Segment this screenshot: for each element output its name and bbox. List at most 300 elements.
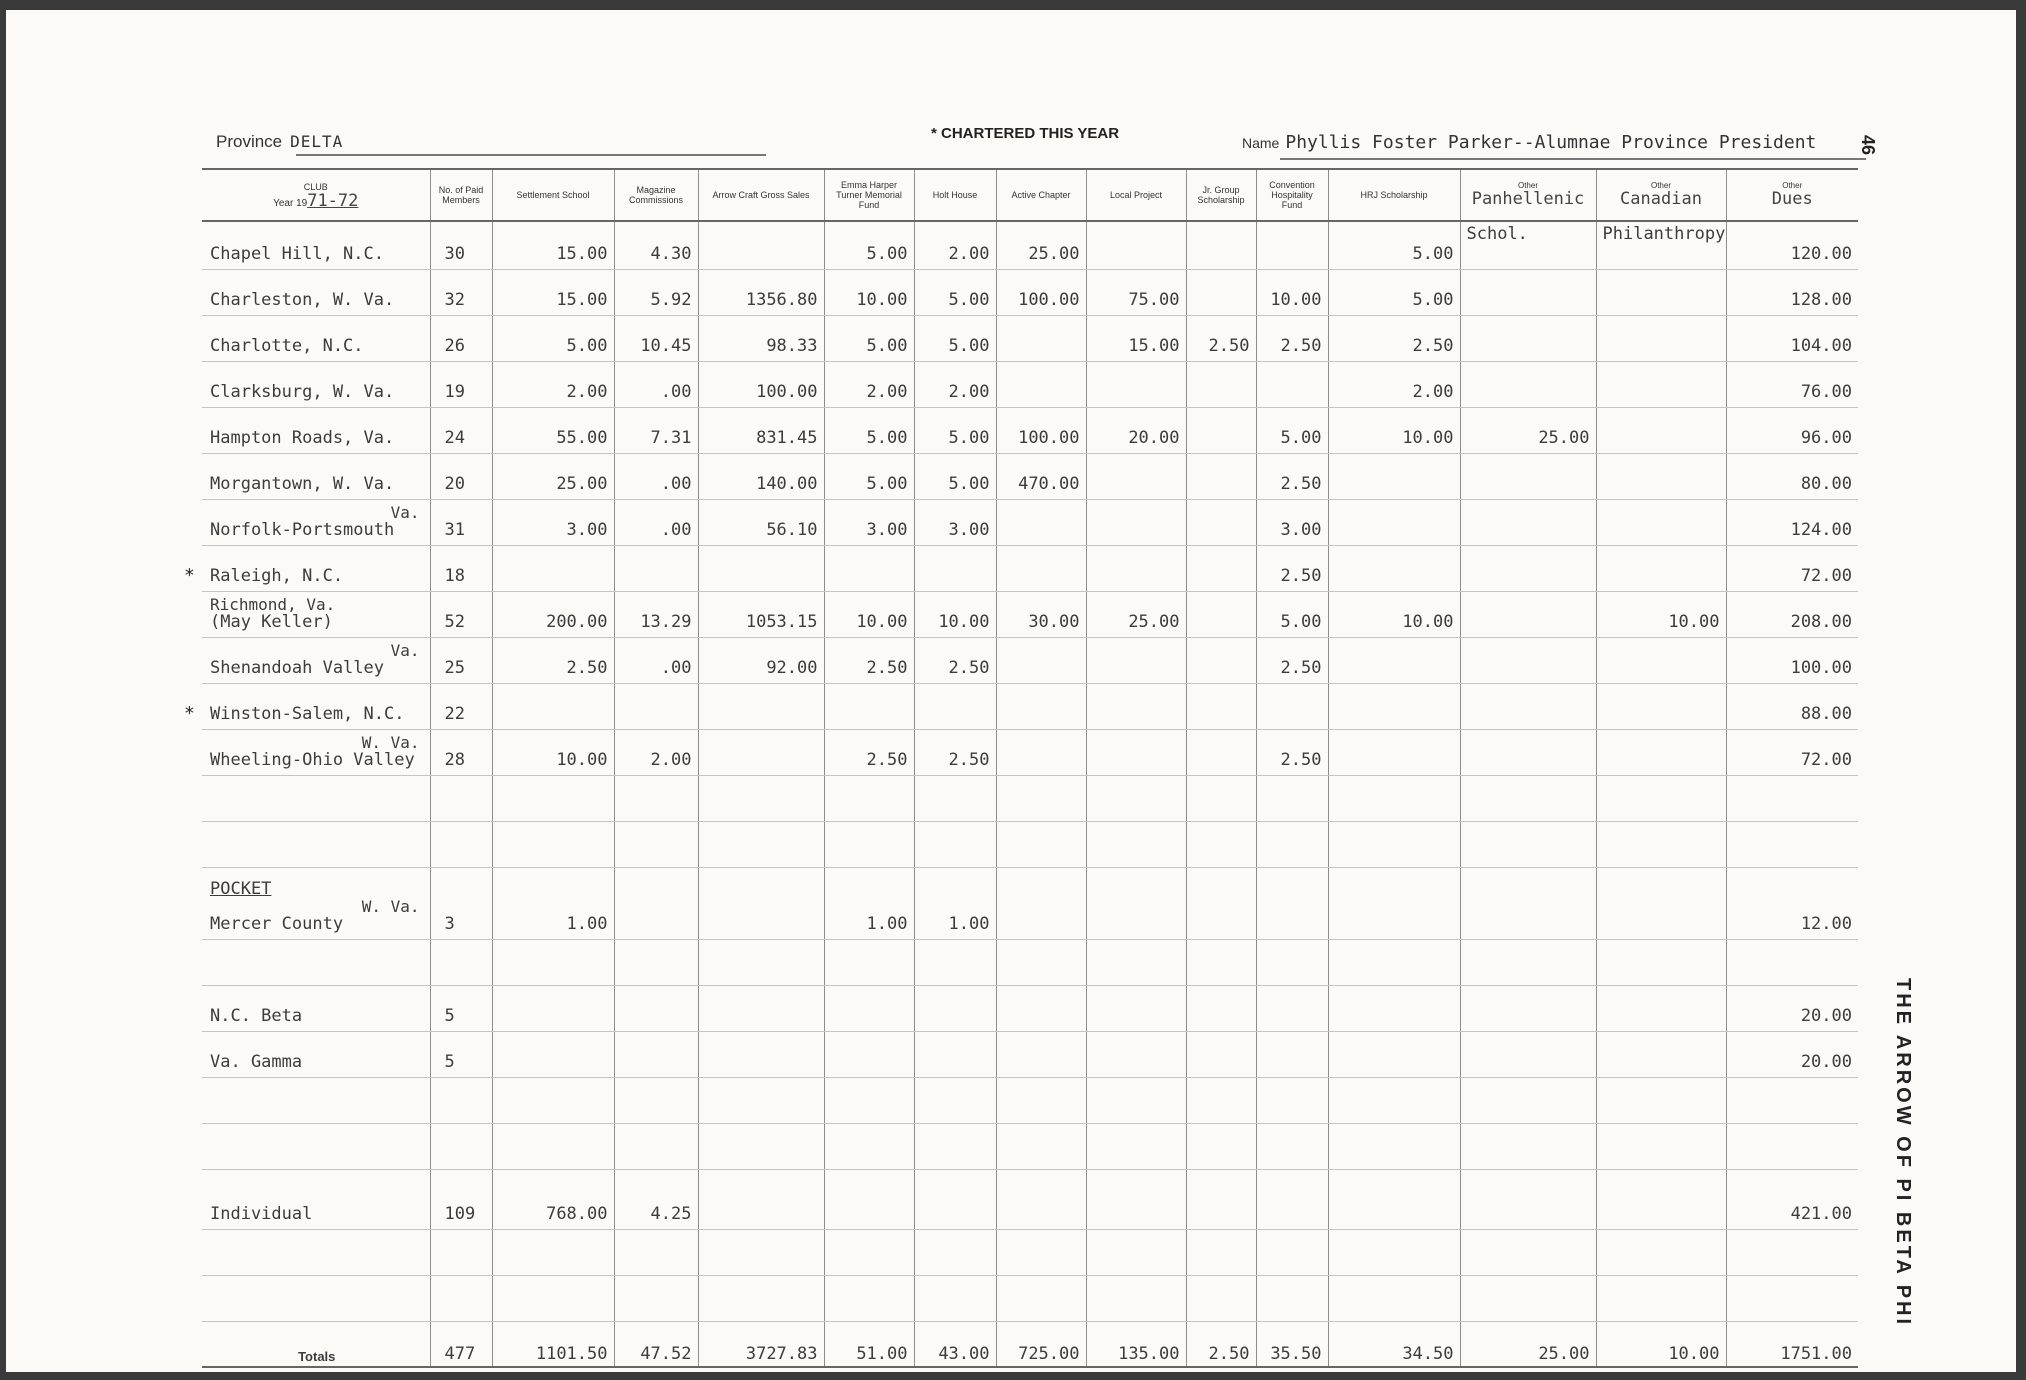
other-1-cell — [1460, 730, 1596, 776]
table-row — [202, 270, 1858, 316]
active-cell — [996, 500, 1086, 546]
col-other-3 — [1726, 169, 1858, 221]
jr-group-cell — [1186, 638, 1256, 684]
other-1-total: 25.00 — [1460, 1322, 1596, 1368]
active-cell — [996, 546, 1086, 592]
settlement-cell: 5.00 — [492, 316, 614, 362]
jr-group-cell — [1186, 592, 1256, 638]
convention-cell — [1256, 684, 1328, 730]
other-1-cell — [1460, 546, 1596, 592]
other-2-cell — [1596, 500, 1726, 546]
members-total: 477 — [430, 1322, 492, 1368]
convention-cell: 10.00 — [1256, 270, 1328, 316]
jr-group-cell — [1186, 270, 1256, 316]
settlement-cell: 2.50 — [492, 638, 614, 684]
club-name: Raleigh, N.C. — [210, 566, 344, 586]
active-cell — [996, 638, 1086, 684]
contributions-table — [184, 168, 1858, 1368]
magazine-cell — [614, 868, 698, 940]
arrow-craft-cell — [698, 684, 824, 730]
holt-cell: 5.00 — [914, 454, 996, 500]
table-row — [202, 684, 1858, 730]
blank-row — [202, 1078, 1858, 1124]
magazine-cell: 4.30 — [614, 221, 698, 270]
emma-cell: 2.50 — [824, 730, 914, 776]
convention-cell — [1256, 221, 1328, 270]
other-3-total: 1751.00 — [1726, 1322, 1858, 1368]
other-3-cell: 20.00 — [1726, 986, 1858, 1032]
active-cell: 470.00 — [996, 454, 1086, 500]
emma-cell — [824, 684, 914, 730]
jr-group-cell — [1186, 684, 1256, 730]
members-cell: 3 — [430, 868, 492, 940]
table-row — [202, 730, 1858, 776]
club-name: Clarksburg, W. Va. — [202, 362, 430, 408]
blank-row — [202, 822, 1858, 868]
hrj-cell — [1328, 500, 1460, 546]
local-cell — [1086, 684, 1186, 730]
arrow-craft-cell — [698, 868, 824, 940]
other-3-cell: 421.00 — [1726, 1170, 1858, 1230]
members-cell: 5 — [430, 1032, 492, 1078]
emma-cell: 10.00 — [824, 270, 914, 316]
other-1-cell: Schol. — [1460, 221, 1596, 270]
emma-cell — [824, 546, 914, 592]
header-row — [202, 169, 1858, 221]
club-state-prefix: Va. — [390, 641, 420, 660]
hrj-cell — [1328, 730, 1460, 776]
arrow-craft-cell — [698, 221, 824, 270]
club-name: Hampton Roads, Va. — [202, 408, 430, 454]
local-total: 135.00 — [1086, 1322, 1186, 1368]
col-hrj: HRJ Scholarship — [1328, 169, 1460, 221]
holt-cell: 2.00 — [914, 221, 996, 270]
club-name: Wheeling-Ohio Valley — [210, 750, 415, 770]
other-3-cell: 88.00 — [1726, 684, 1858, 730]
blank-row — [202, 1124, 1858, 1170]
settlement-cell: 15.00 — [492, 270, 614, 316]
active-cell: 100.00 — [996, 408, 1086, 454]
other-3-cell: 72.00 — [1726, 546, 1858, 592]
other-2-cell: Philanthropy — [1596, 221, 1726, 270]
other-2-cell — [1596, 868, 1726, 940]
other-3-cell: 80.00 — [1726, 454, 1858, 500]
other-2-cell — [1596, 546, 1726, 592]
holt-cell — [914, 684, 996, 730]
convention-cell: 2.50 — [1256, 730, 1328, 776]
other-1-label: Other — [1517, 181, 1538, 190]
members-cell: 20 — [430, 454, 492, 500]
other-2-cell — [1596, 270, 1726, 316]
col-jr-group: Jr. Group Scholarship — [1186, 169, 1256, 221]
convention-total: 35.50 — [1256, 1322, 1328, 1368]
other-1-cell — [1460, 316, 1596, 362]
table-row — [202, 362, 1858, 408]
active-cell — [996, 316, 1086, 362]
local-cell: 20.00 — [1086, 408, 1186, 454]
blank-row — [202, 940, 1858, 986]
arrow-craft-total: 3727.83 — [698, 1322, 824, 1368]
magazine-cell: .00 — [614, 638, 698, 684]
ledger-page — [6, 10, 2016, 1372]
hrj-total: 34.50 — [1328, 1322, 1460, 1368]
hrj-cell: 2.50 — [1328, 316, 1460, 362]
ledger-body — [184, 221, 1858, 1367]
emma-cell: 5.00 — [824, 316, 914, 362]
magazine-cell: .00 — [614, 500, 698, 546]
members-cell: 31 — [430, 500, 492, 546]
members-cell: 22 — [430, 684, 492, 730]
col-arrow-craft: Arrow Craft Gross Sales — [698, 169, 824, 221]
jr-group-cell — [1186, 730, 1256, 776]
club-name: Mercer County — [210, 914, 344, 934]
blank-row — [202, 1276, 1858, 1322]
other-2-cell — [1596, 362, 1726, 408]
emma-total: 51.00 — [824, 1322, 914, 1368]
name-field — [1242, 132, 1816, 153]
local-cell: 75.00 — [1086, 270, 1186, 316]
side-title: THE ARROW OF PI BETA PHI — [1892, 978, 1914, 1328]
settlement-cell — [492, 684, 614, 730]
other-2-total: 10.00 — [1596, 1322, 1726, 1368]
col-convention: Convention Hospitality Fund — [1256, 169, 1328, 221]
jr-group-cell — [1186, 362, 1256, 408]
holt-cell: 3.00 — [914, 500, 996, 546]
other-2-cell — [1596, 454, 1726, 500]
other-1-cell — [1460, 270, 1596, 316]
jr-group-total: 2.50 — [1186, 1322, 1256, 1368]
table-row — [202, 221, 1858, 270]
other-1-cell — [1460, 684, 1596, 730]
other-1-cell — [1460, 454, 1596, 500]
club-name-cell — [184, 684, 430, 730]
local-cell — [1086, 500, 1186, 546]
settlement-cell — [492, 546, 614, 592]
col-magazine: Magazine Commissions — [614, 169, 698, 221]
arrow-craft-cell: 140.00 — [698, 454, 824, 500]
convention-cell: 2.50 — [1256, 316, 1328, 362]
other-2-cell — [1596, 684, 1726, 730]
magazine-cell — [614, 546, 698, 592]
other-2-cell — [1596, 638, 1726, 684]
other-3-cell: 96.00 — [1726, 408, 1858, 454]
other-3-value: Dues — [1771, 189, 1813, 209]
club-name: (May Keller) — [210, 612, 333, 632]
col-year — [208, 190, 424, 211]
local-cell — [1086, 221, 1186, 270]
jr-group-cell — [1186, 454, 1256, 500]
year-value: 71-72 — [307, 190, 359, 211]
other-3-cell: 100.00 — [1726, 638, 1858, 684]
jr-group-cell — [1186, 408, 1256, 454]
other-2-cell — [1596, 408, 1726, 454]
arrow-craft-cell: 56.10 — [698, 500, 824, 546]
col-holt: Holt House — [914, 169, 996, 221]
local-cell: 25.00 — [1086, 592, 1186, 638]
other-3-cell: 20.00 — [1726, 1032, 1858, 1078]
emma-cell: 5.00 — [824, 454, 914, 500]
totals-label: Totals — [202, 1322, 430, 1368]
col-club-label: CLUB — [303, 181, 328, 192]
totals-row — [202, 1322, 1858, 1368]
hrj-cell — [1328, 454, 1460, 500]
other-2-cell — [1596, 316, 1726, 362]
arrow-craft-cell: 92.00 — [698, 638, 824, 684]
club-name-cell — [202, 500, 430, 546]
local-cell — [1086, 362, 1186, 408]
magazine-cell: 5.92 — [614, 270, 698, 316]
jr-group-cell — [1186, 546, 1256, 592]
other-1-cell — [1460, 868, 1596, 940]
local-cell — [1086, 454, 1186, 500]
other-3-cell: 72.00 — [1726, 730, 1858, 776]
arrow-craft-cell: 831.45 — [698, 408, 824, 454]
hrj-cell — [1328, 868, 1460, 940]
club-name: Chapel Hill, N.C. — [202, 221, 430, 270]
other-2-label: Other — [1650, 181, 1671, 190]
other-1-cell — [1460, 362, 1596, 408]
settlement-total: 1101.50 — [492, 1322, 614, 1368]
other-3-cell: 120.00 — [1726, 221, 1858, 270]
magazine-cell: 7.31 — [614, 408, 698, 454]
province-underline — [296, 154, 766, 156]
other-1-value: Panhellenic — [1471, 189, 1585, 209]
club-name: Va. Gamma — [202, 1032, 430, 1078]
emma-cell: 1.00 — [824, 868, 914, 940]
members-cell: 24 — [430, 408, 492, 454]
table-row — [202, 592, 1858, 638]
chartered-marker: * — [184, 703, 195, 724]
table-row — [202, 1032, 1858, 1078]
emma-cell: 2.00 — [824, 362, 914, 408]
club-name-cell — [202, 730, 430, 776]
holt-cell: 10.00 — [914, 592, 996, 638]
hrj-cell — [1328, 638, 1460, 684]
settlement-cell: 200.00 — [492, 592, 614, 638]
other-2-cell: 10.00 — [1596, 592, 1726, 638]
hrj-cell: 10.00 — [1328, 408, 1460, 454]
members-cell: 18 — [430, 546, 492, 592]
members-cell: 30 — [430, 221, 492, 270]
table-row — [202, 1170, 1858, 1230]
arrow-craft-cell: 1356.80 — [698, 270, 824, 316]
magazine-cell: 13.29 — [614, 592, 698, 638]
table-row — [202, 454, 1858, 500]
table-row — [202, 408, 1858, 454]
blank-row — [202, 776, 1858, 822]
convention-cell: 5.00 — [1256, 408, 1328, 454]
club-name: Morgantown, W. Va. — [202, 454, 430, 500]
jr-group-cell — [1186, 868, 1256, 940]
arrow-craft-cell — [698, 546, 824, 592]
hrj-cell: 5.00 — [1328, 270, 1460, 316]
magazine-cell: .00 — [614, 454, 698, 500]
club-name: Individual — [202, 1170, 430, 1230]
local-cell — [1086, 730, 1186, 776]
other-3-cell: 76.00 — [1726, 362, 1858, 408]
arrow-craft-cell — [698, 730, 824, 776]
settlement-cell: 10.00 — [492, 730, 614, 776]
magazine-cell: 10.45 — [614, 316, 698, 362]
local-cell — [1086, 638, 1186, 684]
hrj-cell: 5.00 — [1328, 221, 1460, 270]
col-local: Local Project — [1086, 169, 1186, 221]
col-settlement: Settlement School — [492, 169, 614, 221]
active-cell — [996, 362, 1086, 408]
active-cell — [996, 730, 1086, 776]
emma-cell: 5.00 — [824, 408, 914, 454]
settlement-cell: 2.00 — [492, 362, 614, 408]
club-name-line1: Richmond, Va. — [210, 595, 336, 614]
holt-cell: 5.00 — [914, 408, 996, 454]
members-cell: 28 — [430, 730, 492, 776]
chartered-note: * CHARTERED THIS YEAR — [931, 125, 1120, 142]
active-cell: 100.00 — [996, 270, 1086, 316]
club-state-prefix: W. Va. — [361, 733, 420, 752]
magazine-total: 47.52 — [614, 1322, 698, 1368]
local-cell — [1086, 868, 1186, 940]
emma-cell: 2.50 — [824, 638, 914, 684]
holt-cell: 5.00 — [914, 270, 996, 316]
members-cell: 109 — [430, 1170, 492, 1230]
settlement-cell: 1.00 — [492, 868, 614, 940]
holt-cell: 2.50 — [914, 730, 996, 776]
convention-cell — [1256, 868, 1328, 940]
other-3-cell: 208.00 — [1726, 592, 1858, 638]
settlement-cell: 768.00 — [492, 1170, 614, 1230]
other-2-cell — [1596, 730, 1726, 776]
members-cell: 5 — [430, 986, 492, 1032]
holt-cell: 5.00 — [914, 316, 996, 362]
convention-cell: 2.50 — [1256, 546, 1328, 592]
club-name-cell — [202, 638, 430, 684]
club-name: Norfolk-Portsmouth — [210, 520, 395, 540]
emma-cell: 10.00 — [824, 592, 914, 638]
other-3-cell: 124.00 — [1726, 500, 1858, 546]
chartered-marker: * — [184, 565, 195, 586]
settlement-cell: 55.00 — [492, 408, 614, 454]
emma-cell: 3.00 — [824, 500, 914, 546]
province-label: Province — [216, 132, 283, 151]
holt-cell — [914, 546, 996, 592]
active-cell — [996, 868, 1086, 940]
year-label: Year 19 — [273, 197, 308, 209]
magazine-cell — [614, 684, 698, 730]
table-row — [202, 868, 1858, 940]
other-1-cell — [1460, 592, 1596, 638]
hrj-cell: 10.00 — [1328, 592, 1460, 638]
convention-cell: 3.00 — [1256, 500, 1328, 546]
settlement-cell: 15.00 — [492, 221, 614, 270]
holt-cell: 1.00 — [914, 868, 996, 940]
province-field — [216, 132, 343, 152]
club-state-prefix: W. Va. — [361, 897, 420, 916]
active-cell: 30.00 — [996, 592, 1086, 638]
pocket-label: POCKET — [210, 879, 272, 899]
convention-cell: 5.00 — [1256, 592, 1328, 638]
arrow-craft-cell: 1053.15 — [698, 592, 824, 638]
table-row — [202, 500, 1858, 546]
province-value: DELTA — [290, 132, 344, 151]
members-cell: 19 — [430, 362, 492, 408]
other-3-label: Other — [1782, 181, 1803, 190]
other-1-cell — [1460, 500, 1596, 546]
club-name-cell — [184, 546, 430, 592]
local-cell — [1086, 546, 1186, 592]
club-name: Charleston, W. Va. — [202, 270, 430, 316]
name-label: Name — [1242, 135, 1280, 151]
arrow-craft-cell: 100.00 — [698, 362, 824, 408]
members-cell: 25 — [430, 638, 492, 684]
club-name: N.C. Beta — [202, 986, 430, 1032]
club-name-cell — [202, 868, 430, 940]
magazine-cell: 2.00 — [614, 730, 698, 776]
arrow-craft-cell: 98.33 — [698, 316, 824, 362]
magazine-cell: .00 — [614, 362, 698, 408]
members-cell: 32 — [430, 270, 492, 316]
holt-total: 43.00 — [914, 1322, 996, 1368]
holt-cell: 2.50 — [914, 638, 996, 684]
club-name: Winston-Salem, N.C. — [210, 704, 405, 724]
table-row — [202, 638, 1858, 684]
club-name-cell — [202, 592, 430, 638]
name-value: Phyllis Foster Parker--Alumnae Province President — [1285, 132, 1817, 153]
local-cell: 15.00 — [1086, 316, 1186, 362]
other-3-cell: 12.00 — [1726, 868, 1858, 940]
holt-cell: 2.00 — [914, 362, 996, 408]
other-2-value: Canadian — [1620, 189, 1702, 209]
col-other-1 — [1460, 169, 1596, 221]
other-1-cell: 25.00 — [1460, 408, 1596, 454]
other-1-cell — [1460, 638, 1596, 684]
jr-group-cell: 2.50 — [1186, 316, 1256, 362]
settlement-cell: 25.00 — [492, 454, 614, 500]
other-3-cell: 104.00 — [1726, 316, 1858, 362]
club-name: Shenandoah Valley — [210, 658, 384, 678]
emma-cell: 5.00 — [824, 221, 914, 270]
col-members: No. of Paid Members — [430, 169, 492, 221]
convention-cell: 2.50 — [1256, 454, 1328, 500]
convention-cell: 2.50 — [1256, 638, 1328, 684]
col-emma: Emma Harper Turner Memorial Fund — [824, 169, 914, 221]
members-cell: 52 — [430, 592, 492, 638]
blank-row — [202, 1230, 1858, 1276]
col-club — [202, 169, 430, 221]
table-row — [202, 546, 1858, 592]
club-state-prefix: Va. — [390, 503, 420, 522]
club-name: Charlotte, N.C. — [202, 316, 430, 362]
hrj-cell: 2.00 — [1328, 362, 1460, 408]
hrj-cell — [1328, 684, 1460, 730]
members-cell: 26 — [430, 316, 492, 362]
table-row — [202, 316, 1858, 362]
col-other-2 — [1596, 169, 1726, 221]
name-underline — [1280, 158, 1866, 160]
active-cell: 25.00 — [996, 221, 1086, 270]
other-3-cell: 128.00 — [1726, 270, 1858, 316]
active-total: 725.00 — [996, 1322, 1086, 1368]
hrj-cell — [1328, 546, 1460, 592]
magazine-cell: 4.25 — [614, 1170, 698, 1230]
page-number: 46 — [1858, 135, 1878, 156]
settlement-cell: 3.00 — [492, 500, 614, 546]
jr-group-cell — [1186, 221, 1256, 270]
active-cell — [996, 684, 1086, 730]
table-row — [202, 986, 1858, 1032]
convention-cell — [1256, 362, 1328, 408]
jr-group-cell — [1186, 500, 1256, 546]
col-active: Active Chapter — [996, 169, 1086, 221]
